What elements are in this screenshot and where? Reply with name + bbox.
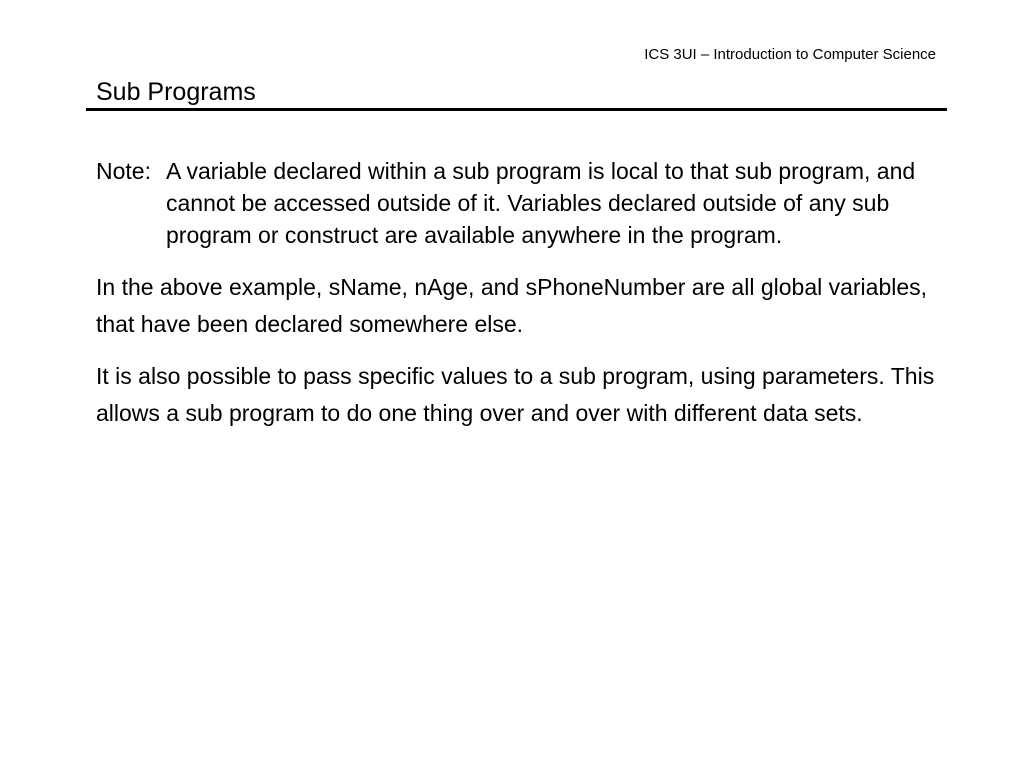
title-divider	[86, 108, 947, 111]
note-text: A variable declared within a sub program is local to that sub program, and cannot be accessed outside of it. Variables declared outside of any sub program or construct are available anywhere in the program.	[166, 158, 916, 248]
parameters-paragraph: It is also possible to pass specific values to a sub program, using parameters. This allows a sub program to do one thing over and over with different data sets.	[96, 363, 935, 426]
slide-content	[96, 155, 946, 432]
slide-title: Sub Programs	[96, 78, 256, 106]
note-paragraph	[96, 155, 946, 251]
global-variables-paragraph: In the above example, sName, nAge, and sPhoneNumber are all global variables, that have been declared somewhere else.	[96, 274, 928, 337]
paragraph-spacer	[96, 251, 946, 269]
paragraph-spacer	[96, 343, 946, 358]
note-label: Note:	[96, 158, 151, 184]
course-header: ICS 3UI – Introduction to Computer Science	[644, 46, 936, 63]
